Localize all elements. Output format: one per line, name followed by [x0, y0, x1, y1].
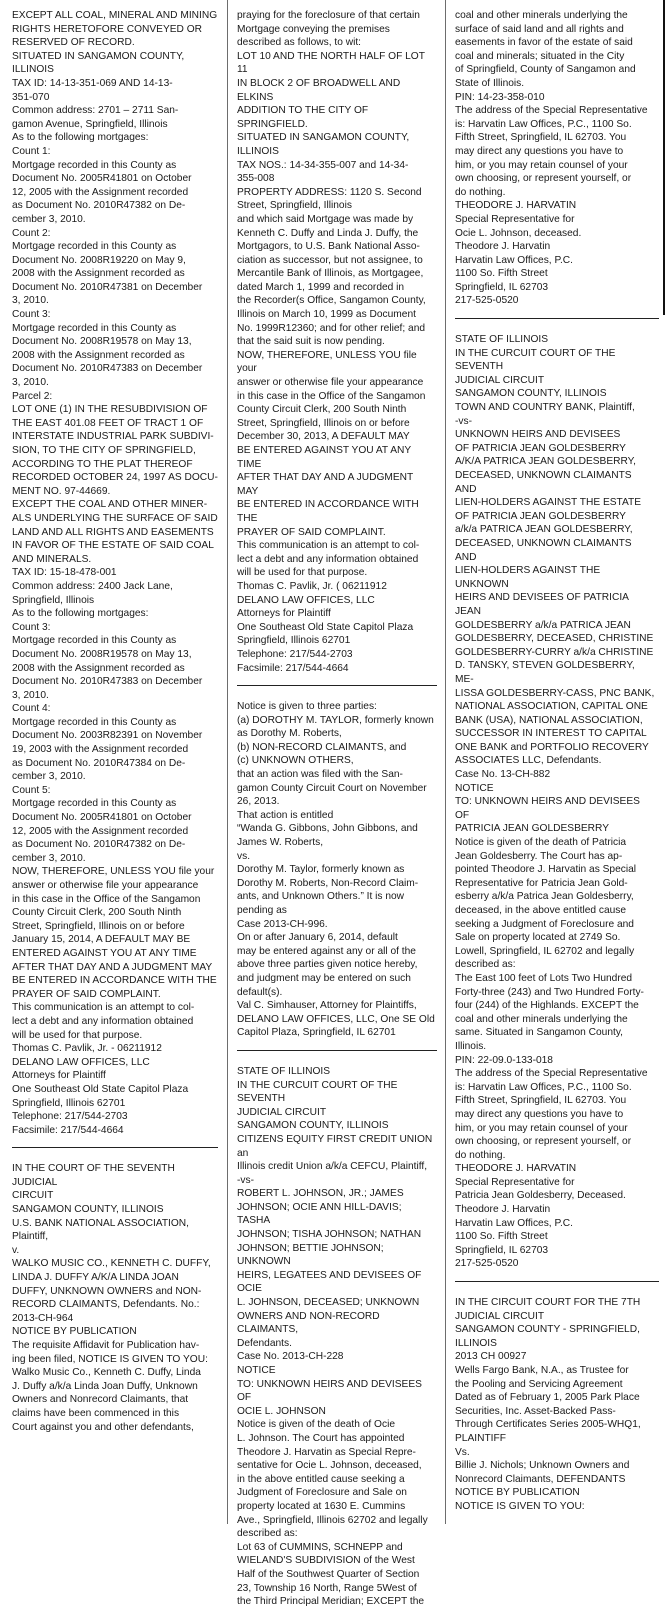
- notice-cefcu-johnson-continued: coal and other minerals underlying the surface of said land and all rights and easements in favor of the estate of said coal and minerals; situated in the City of Springfield, County of Sangamon and State of Illinois. PIN: 14-23-358-010 The address of the Special Representative is: Harvatin Law Offices, P.C., 1100 So. Fifth Street, Springfield, IL 62703. You may direct any questions you have to him, or you may retain counsel of your own choosing, or represent yourself, or do nothing. THEODORE J. HARVATIN Special Representative for Ocie L. Johnson, deceased. Theodore J. Harvatin Harvatin Law Offices, P.C. 1100 So. Fifth Street Springfield, IL 62703 217-525-0520: [455, 10, 648, 307]
- page-edge-bar: [663, 0, 665, 315]
- column-divider: [227, 0, 228, 1524]
- notice-taylor-three-parties: Notice is given to three parties: (a) DOROTHY M. TAYLOR, formerly known as Dorothy M. Roberts, (b) NON-RECORD CLAIMANTS, and (c) UNKNOWN OTHERS, that an action was filed with the San- gamon County Circuit Court on November 26, 2013. That action is entitled “Wanda G. Gibbons, John Gibbons, and James W. Roberts, vs. Dorothy M. Taylor, formerly known as Dorothy M. Roberts, Non-Record Claim- ants, and Unknown Others.” It is now pending as Case 2013-CH-996. On or after January 6, 2014, default may be entered against any or all of the above three parties given notice hereby, and judgment may be entered on such default(s). Val C. Simhauser, Attorney for Plaintiffs, DELANO LAW OFFICES, LLC, One SE Old Capitol Plaza, Springfield, IL 62701: [237, 701, 435, 1039]
- notice-cefcu-johnson: STATE OF ILLINOIS IN THE CURCUIT COURT OF THE SEVENTH JUDICIAL CIRCUIT SANGAMON COUNTY, ILLINOIS CITIZENS EQUITY FIRST CREDIT UNION an Illinois credit Union a/k/a CEFCU, Plaintiff, -vs- ROBERT L. JOHNSON, JR.; JAMES JOHNSON; OCIE ANN HILL-DAVIS; TASHA JOHNSON; TISHA JOHNSON; NATHAN JOHNSON; BETTIE JOHNSON; UNKNOWN HEIRS, LEGATEES AND DEVISEES OF OCIE L. JOHNSON, DECEASED; UNKNOWN OWNERS AND NON-RECORD CLAIMANTS, Defendants. Case No. 2013-CH-228 NOTICE TO: UNKNOWN HEIRS AND DEVISEES OF OCIE L. JOHNSON Notice is given of the death of Ocie L. Johnson. The Court has appointed Theodore J. Harvatin as Special Repre- sentative for Ocie L. Johnson, deceased, in the above entitled cause seeking a Judgment of Foreclosure and Sale on property located at 1630 E. Cummins Ave., Springfield, Illinois 62702 and legally described as: Lot 63 of CUMMINS, SCHNEPP and WIELAND'S SUBDIVISION of the West Half of the Southwest Quarter of Section 23, Township 16 North, Range 5West of the Third Principal Meridian; EXCEPT the: [237, 1065, 433, 1608]
- notice-separator: [455, 318, 659, 319]
- notice-wells-fargo: IN THE CIRCUIT COURT FOR THE 7TH JUDICIAL CIRCUIT SANGAMON COUNTY - SPRINGFIELD, ILLINOIS 2013 CH 00927 Wells Fargo Bank, N.A., as Trustee for the Pooling and Servicing Agreement Dated as of February 1, 2005 Park Place Securities, Inc. Asset-Backed Pass- Through Certificates Series 2005-WHQ1, PLAINTIFF Vs. Billie J. Nichols; Unknown Owners and Nonrecord Claimants, DEFENDANTS NOTICE BY PUBLICATION NOTICE IS GIVEN TO YOU:: [455, 1297, 641, 1512]
- column-1: [12, 9, 218, 1434]
- notice-separator: [12, 1147, 218, 1148]
- column-divider: [445, 0, 446, 1524]
- column-3: [455, 9, 655, 1514]
- notice-goldesberry: STATE OF ILLINOIS IN THE CURCUIT COURT OF THE SEVENTH JUDICIAL CIRCUIT SANGAMON COUNTY, ILLINOIS TOWN AND COUNTRY BANK, Plaintiff, -vs- UNKNOWN HEIRS AND DEVISEES OF PATRICIA JEAN GOLDESBERRY A/K/A PATRICA JEAN GOLDESBERRY, DECEASED, UNKNOWN CLAIMANTS AND LIEN-HOLDERS AGAINST THE ESTATE OF PATRICIA JEAN GOLDESBERRY a/k/a PATRICA JEAN GOLDESBERRY, DECEASED, UNKNOWN CLAIMANTS AND LIEN-HOLDERS AGAINST THE UNKNOWN HEIRS AND DEVISEES OF PATRICIA JEAN GOLDESBERRY a/k/a PATRICA JEAN GOLDESBERRY, DECEASED, CHRISTINE GOLDESBERRY-CURRY a/k/a CHRISTINE D. TANSKY, STEVEN GOLDESBERRY, ME- LISSA GOLDESBERRY-CASS, PNC BANK, NATIONAL ASSOCIATION, CAPITAL ONE BANK (USA), NATIONAL ASSOCIATION, SUCCESSOR IN INTEREST TO CAPITAL ONE BANK and PORTFOLIO RECOVERY ASSOCIATES LLC, Defendants. Case No. 13-CH-882 NOTICE TO: UNKNOWN HEIRS AND DEVISEES OF PATRICIA JEAN GOLDESBERRY Notice is given of the death of Patricia Jean Goldesberry. The Court has ap- pointed Theodore J. Harvatin as Special Representative for Patricia Jean Gold- esberry a/k/a Patrica Jean Goldesberry, deceased, in the above entitled cause seeking a Judgment of Foreclosure and Sale on property located at 2749 So. Lowell, Springfield, IL 62702 and legally described as: The East 100 feet of Lots Two Hundred Forty-three (243) and Two Hundred Forty- four (244) of the Highlands. EXCEPT the coal and other minerals underlying the same. Situated in Sangamon County, Illinois. PIN: 22-09.0-133-018 The address of the Special Representative is: Harvatin Law Offices, P.C., 1100 So. Fifth Street, Springfield, IL 62703. You may direct any questions you have to him, or you may retain counsel of your own choosing, or represent yourself, or do nothing. THEODORE J. HARVATIN Special Representative for Patricia Jean Goldesberry, Deceased. Theodore J. Harvatin Harvatin Law Offices, P.C. 1100 So. Fifth Street Springfield, IL 62703 217-525-0520: [455, 334, 655, 1270]
- notice-us-bank-continued: praying for the foreclosure of that certain Mortgage conveying the premises described as follows, to wit: LOT 10 AND THE NORTH HALF OF LOT 11 IN BLOCK 2 OF BROADWELL AND ELKINS ADDITION TO THE CITY OF SPRINGFIELD. SITUATED IN SANGAMON COUNTY, ILLINOIS TAX NOS.: 14-34-355-007 and 14-34- 355-008 PROPERTY ADDRESS: 1120 S. Second Street, Springfield, Illinois and which said Mortgage was made by Kenneth C. Duffy and Linda J. Duffy, the Mortgagors, to U.S. Bank National Asso- ciation as successor, but not assignee, to Mercantile Bank of Illinois, as Mortgagee, dated March 1, 1999 and recorded in the Recorder(s Office, Sangamon County, Illinois on March 10, 1999 as Document No. 1999R12360; and for other relief; and that the said suit is now pending. NOW, THEREFORE, UNLESS YOU file your answer or otherwise file your appearance in this case in the Office of the Sangamon County Circuit Clerk, 200 South Ninth Street, Springfield, Illinois on or before December 30, 2013, A DEFAULT MAY BE ENTERED AGAINST YOU AT ANY TIME AFTER THAT DAY AND A JUDGMENT MAY BE ENTERED IN ACCORDANCE WITH THE PRAYER OF SAID COMPLAINT. This communication is an attempt to col- lect a debt and any information obtained will be used for that purpose. Thomas C. Pavlik, Jr. ( 06211912 DELANO LAW OFFICES, LLC Attorneys for Plaintiff One Southeast Old State Capitol Plaza Springfield, Illinois 62701 Telephone: 217/544-2703 Facsimile: 217/544-4664: [237, 10, 426, 674]
- notice-separator: [237, 1050, 437, 1051]
- notice-us-bank-publication: IN THE COURT OF THE SEVENTH JUDICIAL CIRCUIT SANGAMON COUNTY, ILLINOIS U.S. BANK NATIONAL ASSOCIATION, Plaintiff, v. WALKO MUSIC CO., KENNETH C. DUFFY, LINDA J. DUFFY A/K/A LINDA JOAN DUFFY, UNKNOWN OWNERS and NON- RECORD CLAIMANTS, Defendants. No.: 2013-CH-964 NOTICE BY PUBLICATION The requisite Affidavit for Publication hav- ing been filed, NOTICE IS GIVEN TO YOU: Walko Music Co., Kenneth C. Duffy, Linda J. Duffy a/k/a Linda Joan Duffy, Unknown Owners and Nonrecord Claimants, that claims have been commenced in this Court against you and other defendants,: [12, 1163, 211, 1433]
- notice-foreclosure-continued: EXCEPT ALL COAL, MINERAL AND MINING RIGHTS HERETOFORE CONVEYED OR RESERVED OF RECORD. SITUATED IN SANGAMON COUNTY, ILLINOIS TAX ID: 14-13-351-069 AND 14-13- 351-070 Common address: 2701 – 2711 San- gamon Avenue, Springfield, Illinois As to the following mortgages: Count 1: Mortgage recorded in this County as Document No. 2005R41801 on October 12, 2005 with the Assignment recorded as Document No. 2010R47382 on De- cember 3, 2010. Count 2: Mortgage recorded in this County as Document No. 2008R19220 on May 9, 2008 with the Assignment recorded as Document No. 2010R47381 on December 3, 2010. Count 3: Mortgage recorded in this County as Document No. 2008R19578 on May 13, 2008 with the Assignment recorded as Document No. 2010R47383 on December 3, 2010. Parcel 2: LOT ONE (1) IN THE RESUBDIVISION OF THE EAST 401.08 FEET OF TRACT 1 OF INTERSTATE INDUSTRIAL PARK SUBDIVI- SION, TO THE CITY OF SPRINGFIELD, ACCORDING TO THE PLAT THEREOF RECORDED OCTOBER 24, 1997 AS DOCU- MENT NO. 97-44669. EXCEPT THE COAL AND OTHER MINER- ALS UNDERLYING THE SURFACE OF SAID LAND AND ALL RIGHTS AND EASEMENTS IN FAVOR OF THE ESTATE OF SAID COAL AND MINERALS. TAX ID: 15-18-478-001 Common address: 2400 Jack Lane, Springfield, Illinois As to the following mortgages: Count 3: Mortgage recorded in this County as Document No. 2008R19578 on May 13, 2008 with the Assignment recorded as Document No. 2010R47383 on December 3, 2010. Count 4: Mortgage recorded in this County as Document No. 2003R82391 on November 19, 2003 with the Assignment recorded as Document No. 2010R47384 on De- cember 3, 2010. Count 5: Mortgage recorded in this County as Document No. 2005R41801 on October 12, 2005 with the Assignment recorded as Document No. 2010R47382 on De- cember 3, 2010. NOW, THEREFORE, UNLESS YOU file your answer or otherwise file your appearance in this case in the Office of the Sangamon County Circuit Clerk, 200 South Ninth Street, Springfield, Illinois on or before January 15, 2014, A DEFAULT MAY BE ENTERED AGAINST YOU AT ANY TIME AFTER THAT DAY AND A JUDGMENT MAY BE ENTERED IN ACCORDANCE WITH THE PRAYER OF SAID COMPLAINT. This communication is an attempt to col- lect a debt and any information obtained will be used for that purpose. Thomas C. Pavlik, Jr. - 06211912 DELANO LAW OFFICES, LLC Attorneys for Plaintiff One Southeast Old State Capitol Plaza Springfield, Illinois 62701 Telephone: 217/544-2703 Facsimile: 217/544-4664: [12, 10, 218, 1136]
- notice-separator: [237, 685, 437, 686]
- column-2: [237, 9, 437, 1609]
- notice-separator: [455, 1281, 659, 1282]
